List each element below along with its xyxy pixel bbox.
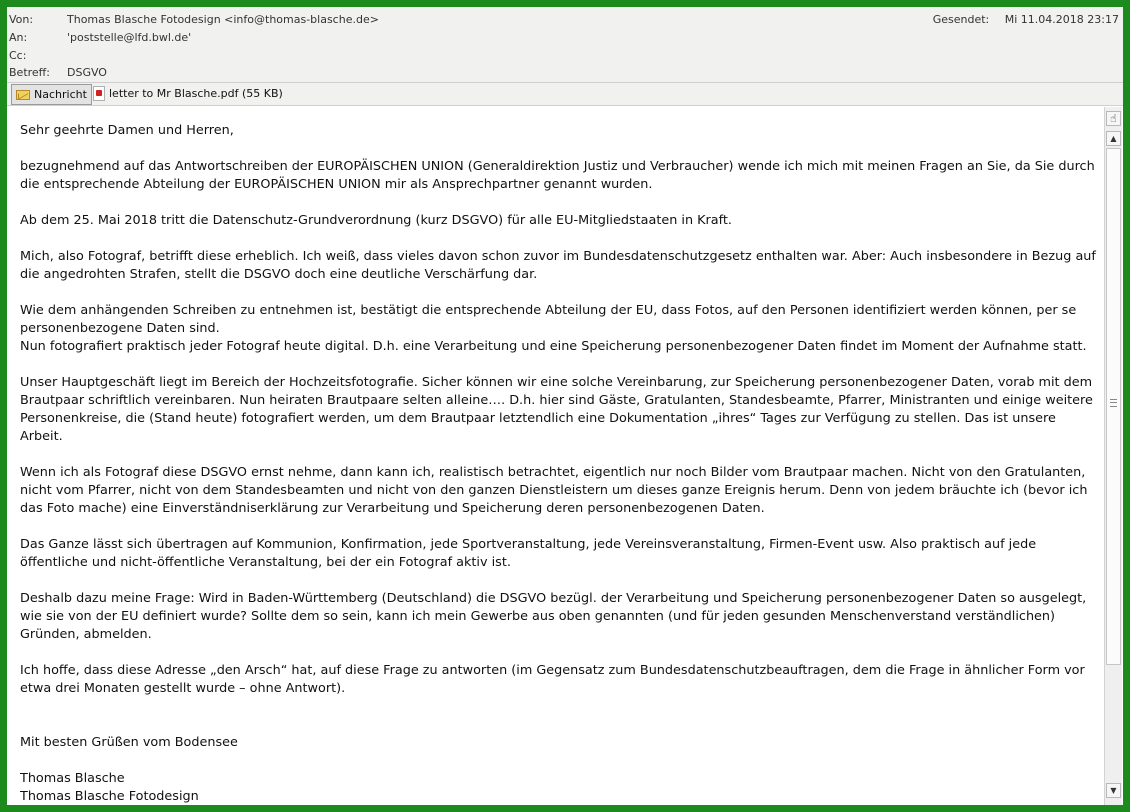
paragraph: bezugnehmend auf das Antwortschreiben der EUROPÄISCHEN UNION (Generaldirektion Justiz und Verbraucher) wende ich mich mit meinen Fragen an Sie, da Sie durch die entsprechende Abteilung der EUROPÄISCHEN UNION mir als Ansprechpartner genannt wurden. bbox=[20, 159, 1095, 192]
paragraph: Mich, also Fotograf, betrifft diese erheblich. Ich weiß, dass vieles davon schon zuvor im Bundesdatenschutzgesetz enthalten war. Aber: Auch insbesondere in Bezug auf die angedrohten Strafen, stellt die DSGVO doch eine deutliche Verschärfung dar. bbox=[20, 249, 1096, 282]
arrow-up-icon[interactable]: ▲ bbox=[1106, 131, 1121, 146]
paragraph: Deshalb dazu meine Frage: Wird in Baden-Württemberg (Deutschland) die DSGVO bezügl. der Verarbeitung und Speicherung personenbezogener Daten so ausgelegt, wie sie von der EU definiert wurde? Sollte dem so sein, kann ich mein Gewerbe aus oben genannten (und für jeden gesunden Menschenverstand verständlichen) Gründen, abmelden. bbox=[20, 591, 1087, 642]
subject-value: DSGVO bbox=[67, 66, 107, 79]
paragraph: Unser Hauptgeschäft liegt im Bereich der Hochzeitsfotografie. Sicher können wir eine solche Vereinbarung, zur Speicherung personenbezogener Daten, vorab mit dem Brautpaar schriftlich vereinbaren. Nun heiraten Brautpaare selten alleine…. D.h. hier sind Gäste, Gratulanten, Standesbeamte, Pfarrer, Ministranten und einige weitere Personenkreise, die (Stand heute) fotografiert werden, um dem Brautpaar letztendlich eine Dokumentation „ihres“ Tages zur Verfügung zu stellen. Das ist unsere Arbeit. bbox=[20, 375, 1093, 444]
from-value[interactable]: Thomas Blasche Fotodesign <info@thomas-blasche.de> bbox=[67, 13, 379, 26]
message-body bbox=[7, 107, 1104, 805]
sent-label: Gesendet: bbox=[932, 13, 990, 26]
signature-name: Thomas Blasche bbox=[20, 771, 125, 786]
attachment-label: letter to Mr Blasche.pdf (55 KB) bbox=[109, 87, 283, 100]
email-window bbox=[7, 7, 1123, 805]
attachment-pdf[interactable] bbox=[89, 84, 287, 103]
pdf-file-icon bbox=[93, 86, 105, 101]
attachment-bar bbox=[7, 83, 1123, 106]
paragraph: Nun fotografiert praktisch jeder Fotograf heute digital. D.h. eine Verarbeitung und eine Speicherung personenbezogener Daten findet im Moment der Aufnahme statt. bbox=[20, 339, 1087, 354]
arrow-down-icon[interactable]: ▼ bbox=[1106, 783, 1121, 798]
closing: Mit besten Grüßen vom Bodensee bbox=[20, 735, 238, 750]
sent-value: Mi 11.04.2018 23:17 bbox=[1004, 13, 1119, 26]
message-header bbox=[7, 7, 1123, 83]
envelope-icon bbox=[16, 90, 30, 100]
tab-message-label: Nachricht bbox=[34, 88, 87, 101]
signature-company: Thomas Blasche Fotodesign bbox=[20, 789, 199, 804]
sent-row bbox=[933, 12, 1119, 28]
grip-icon bbox=[1110, 399, 1117, 407]
paragraph: Wie dem anhängenden Schreiben zu entnehmen ist, bestätigt die entsprechende Abteilung der EU, dass Fotos, auf den Personen identifiziert werden können, per se personenbezogene Daten sind. bbox=[20, 303, 1077, 336]
from-label: Von: bbox=[9, 13, 34, 26]
greeting: Sehr geehrte Damen und Herren, bbox=[20, 123, 234, 138]
cc-label: Cc: bbox=[9, 49, 27, 62]
paragraph: Wenn ich als Fotograf diese DSGVO ernst nehme, dann kann ich, realistisch betrachtet, eigentlich nur noch Bilder vom Brautpaar machen. Nicht von den Gratulanten, nicht vom Pfarrer, nicht von dem Standesbeamten und nicht von den ganzen Dienstleistern um dieses ganze Ereignis herum. Denn von jedem bräuchte ich (bevor ich das Foto mache) eine Einverständniserklärung zur Verarbeitung und Speicherung deren personenbezogenen Daten. bbox=[20, 465, 1088, 516]
paragraph: Das Ganze lässt sich übertragen auf Kommunion, Konfirmation, jede Sportveranstaltung, jede Vereinsveranstaltung, Firmen-Event usw. Also praktisch auf jede öffentliche und nicht-öffentliche Veranstaltung, bei der ein Fotograf aktiv ist. bbox=[20, 537, 1037, 570]
tab-message[interactable] bbox=[11, 84, 92, 105]
paragraph: Ich hoffe, dass diese Adresse „den Arsch“ hat, auf diese Frage zu antworten (im Gegensatz zum Bundesdatenschutzbeauftragen, dem die Frage in ähnlicher Form vor etwa drei Monaten gestellt wurde – ohne Antwort). bbox=[20, 663, 1085, 696]
to-label: An: bbox=[9, 31, 28, 44]
vertical-scrollbar[interactable] bbox=[1104, 107, 1122, 805]
hand-cursor-icon[interactable]: ☝ bbox=[1106, 111, 1121, 126]
paragraph: Ab dem 25. Mai 2018 tritt die Datenschutz-Grundverordnung (kurz DSGVO) für alle EU-Mitgliedstaaten in Kraft. bbox=[20, 213, 732, 228]
to-value[interactable]: 'poststelle@lfd.bwl.de' bbox=[67, 31, 192, 44]
scrollbar-thumb[interactable] bbox=[1106, 148, 1121, 665]
subject-label: Betreff: bbox=[9, 66, 50, 79]
